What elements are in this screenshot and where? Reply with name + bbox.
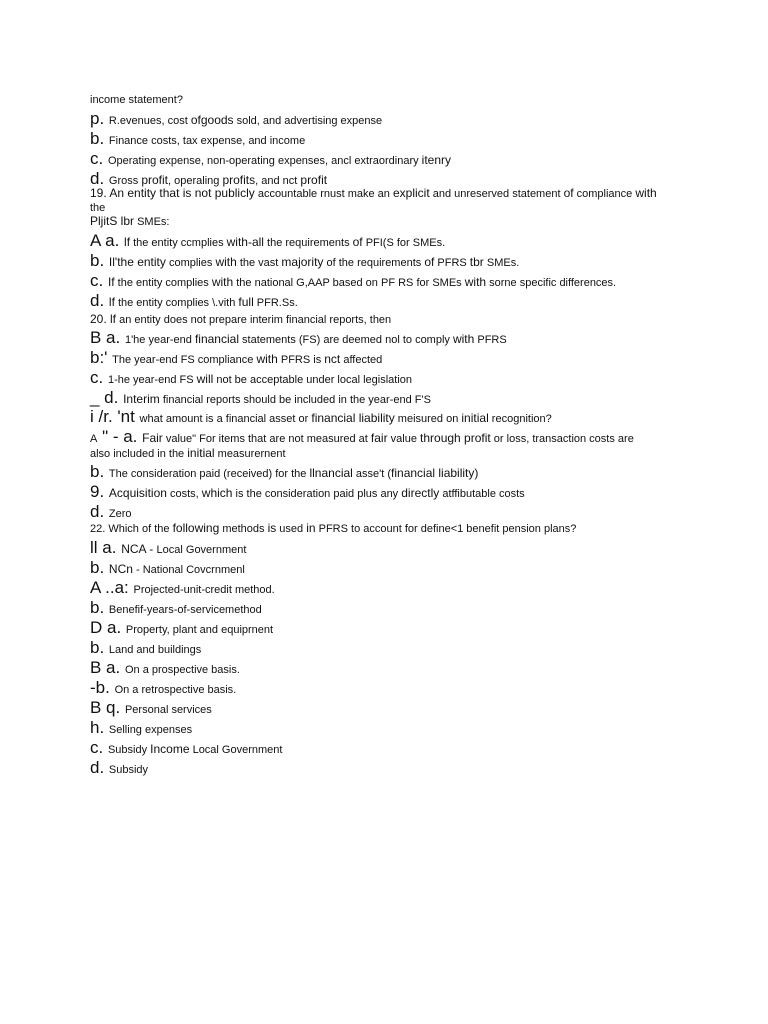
text-line xyxy=(90,658,240,677)
text-segment: ofgoods xyxy=(190,113,234,127)
text-segment: financial liability xyxy=(311,411,395,425)
text-segment: used xyxy=(276,523,307,535)
text-segment: SMEs. xyxy=(483,257,520,269)
text-segment: define<1 xyxy=(420,523,464,535)
text-segment: explicit xyxy=(392,186,430,200)
item-marker: B a. xyxy=(90,328,125,347)
text-line xyxy=(90,638,202,657)
text-segment: Finance costs, tax expense, and income xyxy=(108,135,306,147)
item-marker: A ..a: xyxy=(90,578,134,597)
text-segment: with xyxy=(452,332,475,346)
text-segment: PF xyxy=(380,277,396,289)
text-segment: Subsidy xyxy=(108,764,149,776)
item-marker: ll a. xyxy=(90,538,122,557)
text-segment: SMEs: xyxy=(134,216,170,228)
text-segment: initial xyxy=(187,446,215,460)
text-segment: financial xyxy=(194,332,239,346)
text-line xyxy=(90,149,452,168)
text-line xyxy=(90,482,525,501)
text-segment: will xyxy=(196,372,214,386)
text-line xyxy=(90,407,552,426)
text-segment: Benefif-years-of-servicemethod xyxy=(108,604,262,616)
text-segment: initial xyxy=(461,411,489,425)
text-line xyxy=(90,94,183,107)
text-segment: Local Government xyxy=(156,544,247,556)
text-line xyxy=(90,738,283,757)
text-line xyxy=(90,678,237,697)
text-line xyxy=(90,698,212,717)
text-line xyxy=(90,758,149,777)
text-segment: with xyxy=(256,352,278,366)
text-segment: asse't xyxy=(352,468,385,480)
text-line xyxy=(90,427,634,446)
text-segment: ) xyxy=(474,466,479,480)
text-segment: financial liability xyxy=(391,466,475,480)
item-marker: b. xyxy=(90,251,109,270)
text-segment: statements (FS) are deemed nol to comply xyxy=(238,334,453,346)
text-segment: The consideration paid (received) for the xyxy=(108,468,310,480)
text-segment: Interim xyxy=(123,392,160,406)
text-segment: income statement? xyxy=(90,94,183,106)
text-line xyxy=(90,109,383,128)
text-segment: llnancial xyxy=(309,466,353,480)
text-line xyxy=(90,522,576,536)
text-segment: the entity complies xyxy=(114,277,212,289)
text-line xyxy=(90,462,479,481)
text-segment: with xyxy=(211,275,234,289)
text-segment: costs, xyxy=(166,488,202,500)
text-segment: Operating expense, non-operating expenses, xyxy=(107,155,332,167)
text-segment: Fair xyxy=(142,431,163,445)
text-segment: lf xyxy=(124,235,131,249)
item-marker: _ d. xyxy=(90,388,124,407)
text-segment: loss, transaction costs are xyxy=(506,433,634,445)
text-segment: lf xyxy=(110,312,117,326)
text-segment: of the requirements xyxy=(323,257,425,269)
text-segment: NCA - xyxy=(121,542,157,556)
text-segment: RS for SMEs xyxy=(395,277,465,289)
text-segment: the xyxy=(90,202,106,214)
item-marker: d. xyxy=(90,758,109,777)
text-line xyxy=(90,215,169,229)
text-segment: with xyxy=(635,186,657,200)
text-segment: recognition? xyxy=(488,413,552,425)
text-segment: 19. An entity that is not publicly xyxy=(90,186,255,200)
text-segment: sold, and advertising expense xyxy=(233,115,383,127)
text-segment: F'S xyxy=(414,394,431,406)
text-line xyxy=(90,271,617,290)
text-segment: atffibutable costs xyxy=(439,488,525,500)
text-segment: Gross xyxy=(108,175,142,187)
text-segment: Which of the xyxy=(108,523,173,535)
text-segment: what amount is a financial asset or xyxy=(139,413,312,425)
text-segment: full xyxy=(238,295,254,309)
text-segment: ancl xyxy=(331,155,352,167)
text-segment: Selling expenses xyxy=(108,724,193,736)
text-line xyxy=(90,187,657,201)
item-marker: d. xyxy=(90,291,109,310)
text-segment: financial reports should be included in the year-end xyxy=(159,394,415,406)
text-line xyxy=(90,368,413,387)
text-segment: is xyxy=(267,521,277,535)
text-segment: The year-end FS compliance xyxy=(112,354,257,366)
text-segment: On a prospective basis. xyxy=(124,664,240,676)
text-segment: following xyxy=(172,521,220,535)
text-segment: with-all xyxy=(226,235,264,249)
text-segment: of xyxy=(563,186,574,200)
text-segment: , and nct xyxy=(255,175,301,187)
text-segment: PFRS xyxy=(474,334,507,346)
item-marker: d. xyxy=(90,502,109,521)
text-segment: through profit xyxy=(420,431,491,445)
text-line xyxy=(90,129,306,148)
text-segment: 20. xyxy=(90,312,111,326)
text-line xyxy=(90,558,245,577)
text-segment: On a retrospective basis. xyxy=(114,684,237,696)
text-line xyxy=(90,578,275,597)
text-segment: , operaling xyxy=(168,175,223,187)
item-marker: c. xyxy=(90,149,108,168)
item-marker: D a. xyxy=(90,618,126,637)
item-marker: p. xyxy=(90,109,109,128)
text-segment: Property, plant and equiprnent xyxy=(125,624,274,636)
text-segment: PFR.Ss. xyxy=(253,297,298,309)
text-segment: itenry xyxy=(421,153,452,167)
text-segment: complies xyxy=(165,257,216,269)
text-segment: Projected-unit-credit method. xyxy=(133,584,275,596)
text-segment: - National Covcrnmenl xyxy=(132,564,245,576)
text-segment: fair xyxy=(370,431,388,445)
text-line xyxy=(90,502,132,521)
text-segment: sorne specific differences. xyxy=(486,277,617,289)
text-segment: in xyxy=(306,521,316,535)
text-segment: tbr xyxy=(469,255,484,269)
item-marker: A a. xyxy=(90,231,125,250)
item-marker: h. xyxy=(90,718,109,737)
text-segment: methods xyxy=(219,523,268,535)
text-segment: Income xyxy=(150,742,190,756)
text-segment: profit xyxy=(300,173,328,187)
text-segment: with xyxy=(215,255,237,269)
item-marker: b. xyxy=(90,129,109,148)
item-marker: b:' xyxy=(90,348,113,367)
text-line xyxy=(90,313,391,327)
item-marker: c. xyxy=(90,271,108,290)
text-segment: benefit pension plans? xyxy=(463,523,577,535)
text-segment: of xyxy=(424,255,435,269)
text-segment: value xyxy=(387,433,421,445)
text-segment: nct xyxy=(324,352,341,366)
text-segment: of xyxy=(352,235,363,249)
text-segment: meisured on xyxy=(394,413,462,425)
text-segment: If xyxy=(107,275,115,289)
item-marker: B q. xyxy=(90,698,125,717)
text-segment: the entity complies \.vith xyxy=(114,297,239,309)
text-segment: the requirements xyxy=(263,237,353,249)
text-segment: majority xyxy=(281,255,324,269)
item-marker: b. xyxy=(90,558,109,577)
text-segment: profits xyxy=(222,173,256,187)
text-segment: is the consideration paid plus any xyxy=(232,488,402,500)
text-segment: which xyxy=(201,486,233,500)
text-segment: affected xyxy=(340,354,383,366)
item-marker: c. xyxy=(90,738,108,757)
text-segment: PFRS is xyxy=(277,354,325,366)
text-line xyxy=(90,598,262,617)
text-segment: PFRS to account for xyxy=(315,523,421,535)
text-segment: Local Government xyxy=(189,744,283,756)
text-segment: and unreserved statement xyxy=(429,188,564,200)
text-line xyxy=(90,291,298,310)
text-segment: accountable rnust make an xyxy=(254,188,393,200)
text-segment: directly xyxy=(401,486,440,500)
text-segment: Zero xyxy=(108,508,132,520)
text-segment: the vast xyxy=(236,257,282,269)
text-segment: also included in the xyxy=(90,448,188,460)
item-marker: d. xyxy=(90,169,109,188)
text-line xyxy=(90,718,193,737)
text-segment: PljitS lbr xyxy=(90,214,135,228)
text-segment: 22. xyxy=(90,523,109,535)
text-segment: PFI(S for SMEs. xyxy=(362,237,446,249)
text-segment: an entity does not prepare interim financial reports, then xyxy=(116,314,392,326)
text-segment: profit xyxy=(141,173,168,187)
text-segment: Land and buildings xyxy=(108,644,202,656)
text-segment: not be acceptable under local legislation xyxy=(213,374,413,386)
text-segment: lf xyxy=(108,295,115,309)
text-segment: the entity ccmplies xyxy=(130,237,227,249)
text-line xyxy=(90,538,247,557)
text-segment: PFRS xyxy=(434,257,470,269)
item-marker: B a. xyxy=(90,658,125,677)
text-segment: or xyxy=(490,433,507,445)
text-segment: the national G,AAP based on xyxy=(233,277,381,289)
item-marker: b. xyxy=(90,638,109,657)
text-segment: value" For items that are not measured at xyxy=(162,433,371,445)
text-segment: Subsidy xyxy=(107,744,151,756)
text-line xyxy=(90,328,507,347)
item-marker: -b. xyxy=(90,678,115,697)
text-line xyxy=(90,251,520,270)
item-marker: b. xyxy=(90,462,109,481)
text-segment: 1-he year-end FS xyxy=(107,374,197,386)
text-line xyxy=(90,231,446,250)
text-segment: compliance xyxy=(573,188,636,200)
text-line xyxy=(90,388,431,407)
item-marker: c. xyxy=(90,368,108,387)
text-segment: ( xyxy=(384,468,392,480)
text-segment: NCn xyxy=(108,562,133,576)
text-segment: R.evenues, cost xyxy=(108,115,191,127)
item-marker: " - a. xyxy=(97,427,143,446)
item-marker: i /r. 'nt xyxy=(90,407,140,426)
text-segment: Il'the entity xyxy=(108,255,166,269)
item-marker: b. xyxy=(90,598,109,617)
text-line xyxy=(90,447,286,461)
text-segment: measurernent xyxy=(214,448,286,460)
item-marker: 9. xyxy=(90,482,109,501)
text-segment: 1'he year-end xyxy=(124,334,195,346)
text-line xyxy=(90,348,383,367)
text-segment: Acquisition xyxy=(108,486,167,500)
text-segment: with xyxy=(464,275,487,289)
text-segment: Personal services xyxy=(124,704,212,716)
text-line xyxy=(90,618,274,637)
text-segment: A xyxy=(90,433,98,445)
text-segment: extraordinary xyxy=(351,155,422,167)
